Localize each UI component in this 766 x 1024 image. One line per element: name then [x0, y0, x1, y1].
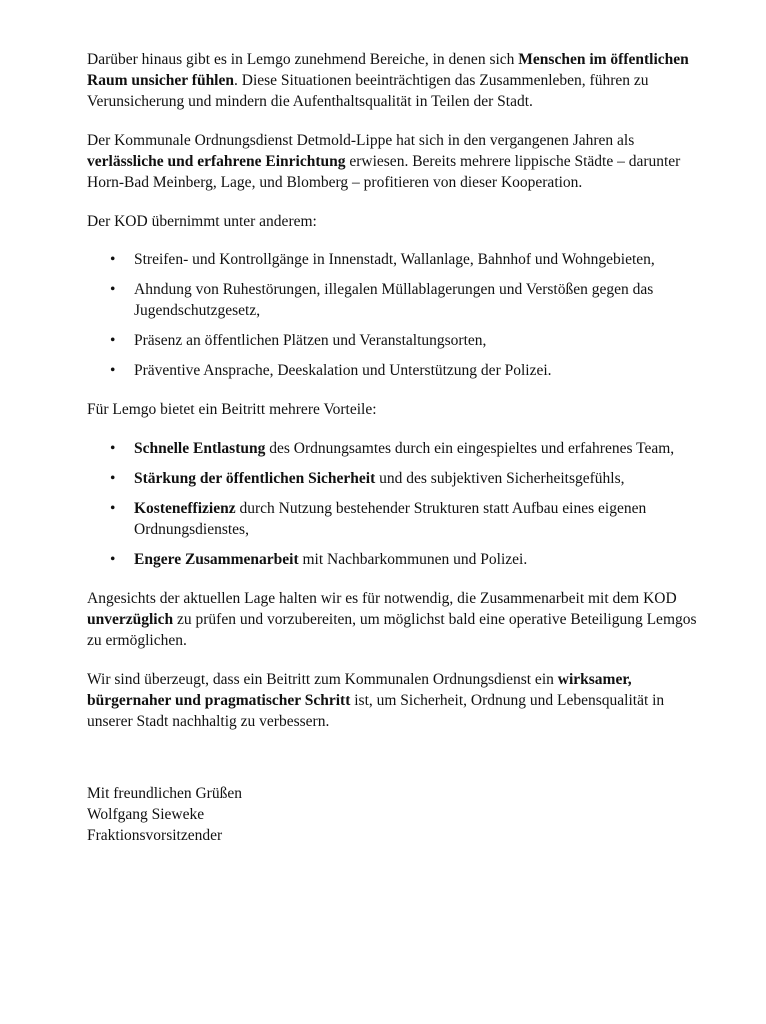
text-segment: Darüber hinaus gibt es in Lemgo zunehmend Bereiche, in denen sich: [87, 51, 519, 68]
bold-segment: Engere Zusammenarbeit: [134, 551, 299, 568]
bold-segment: unverzüglich: [87, 611, 174, 628]
paragraph-urgency: [87, 588, 707, 651]
letter-body: [87, 49, 707, 846]
list-item: [87, 438, 707, 459]
paragraph-advantages-intro: Für Lemgo bietet ein Beitritt mehrere Vorteile:: [87, 401, 377, 418]
text-segment: erwiesen. Bereits mehrere lippische Städte – darunter Horn-Bad Meinberg, Lage, und Blomberg – profitieren von dieser Kooperation.: [87, 153, 681, 191]
text-segment: . Diese Situationen beeinträchtigen das Zusammenleben, führen zu Verunsicherung und mindern die Aufenthaltsqualität in Teilen der Stadt.: [87, 72, 649, 110]
advantages-list: [87, 438, 707, 570]
text-segment: ist, um Sicherheit, Ordnung und Lebensqualität in unserer Stadt nachhaltig zu verbessern.: [87, 692, 665, 730]
paragraph-public-safety: [87, 49, 707, 112]
text-segment: zu prüfen und vorzubereiten, um möglichst bald eine operative Beteiligung Lemgos zu ermöglichen.: [87, 611, 697, 649]
bold-segment: wirksamer, bürgernaher und pragmatischer Schritt: [87, 671, 632, 709]
list-item: [87, 468, 707, 489]
text-segment: durch Nutzung bestehender Strukturen statt Aufbau eines eigenen Ordnungsdienstes,: [134, 500, 647, 538]
list-item: • Präsenz an öffentlichen Plätzen und Veranstaltungsorten,: [87, 330, 707, 351]
list-item: • Ahndung von Ruhestörungen, illegalen Müllablagerungen und Verstößen gegen das Jugendschutzgesetz,: [87, 279, 707, 321]
list-item: [87, 549, 707, 570]
list-item: • Präventive Ansprache, Deeskalation und Unterstützung der Polizei.: [87, 360, 707, 381]
list-item: • Streifen- und Kontrollgänge in Innenstadt, Wallanlage, Bahnhof und Wohngebieten,: [87, 249, 707, 270]
signature-block: [87, 783, 707, 846]
text-segment: mit Nachbarkommunen und Polizei.: [298, 551, 528, 568]
bold-segment: Schnelle Entlastung: [134, 440, 266, 457]
paragraph-conclusion: [87, 669, 707, 732]
signer-role: Fraktionsvorsitzender: [87, 827, 223, 844]
kod-tasks-list: [87, 249, 707, 381]
text-segment: Wir sind überzeugt, dass ein Beitritt zum Kommunalen Ordnungsdienst ein: [87, 671, 558, 688]
text-segment: Der Kommunale Ordnungsdienst Detmold-Lippe hat sich in den vergangenen Jahren als: [87, 132, 635, 149]
bold-segment: Menschen im öffentlichen Raum unsicher fühlen: [87, 51, 689, 89]
text-segment: Angesichts der aktuellen Lage halten wir es für notwendig, die Zusammenarbeit mit dem KOD: [87, 590, 677, 607]
closing-greeting: Mit freundlichen Grüßen: [87, 785, 242, 802]
bold-segment: Stärkung der öffentlichen Sicherheit: [134, 470, 376, 487]
list-item: [87, 498, 707, 540]
bold-segment: Kosteneffizienz: [134, 500, 236, 517]
text-segment: und des subjektiven Sicherheitsgefühls,: [375, 470, 625, 487]
signer-name: Wolfgang Sieweke: [87, 806, 205, 823]
paragraph-kod-tasks-intro: Der KOD übernimmt unter anderem:: [87, 213, 317, 230]
bold-segment: verlässliche und erfahrene Einrichtung: [87, 153, 346, 170]
paragraph-kod-intro: [87, 130, 707, 193]
text-segment: des Ordnungsamtes durch ein eingespieltes und erfahrenes Team,: [265, 440, 675, 457]
